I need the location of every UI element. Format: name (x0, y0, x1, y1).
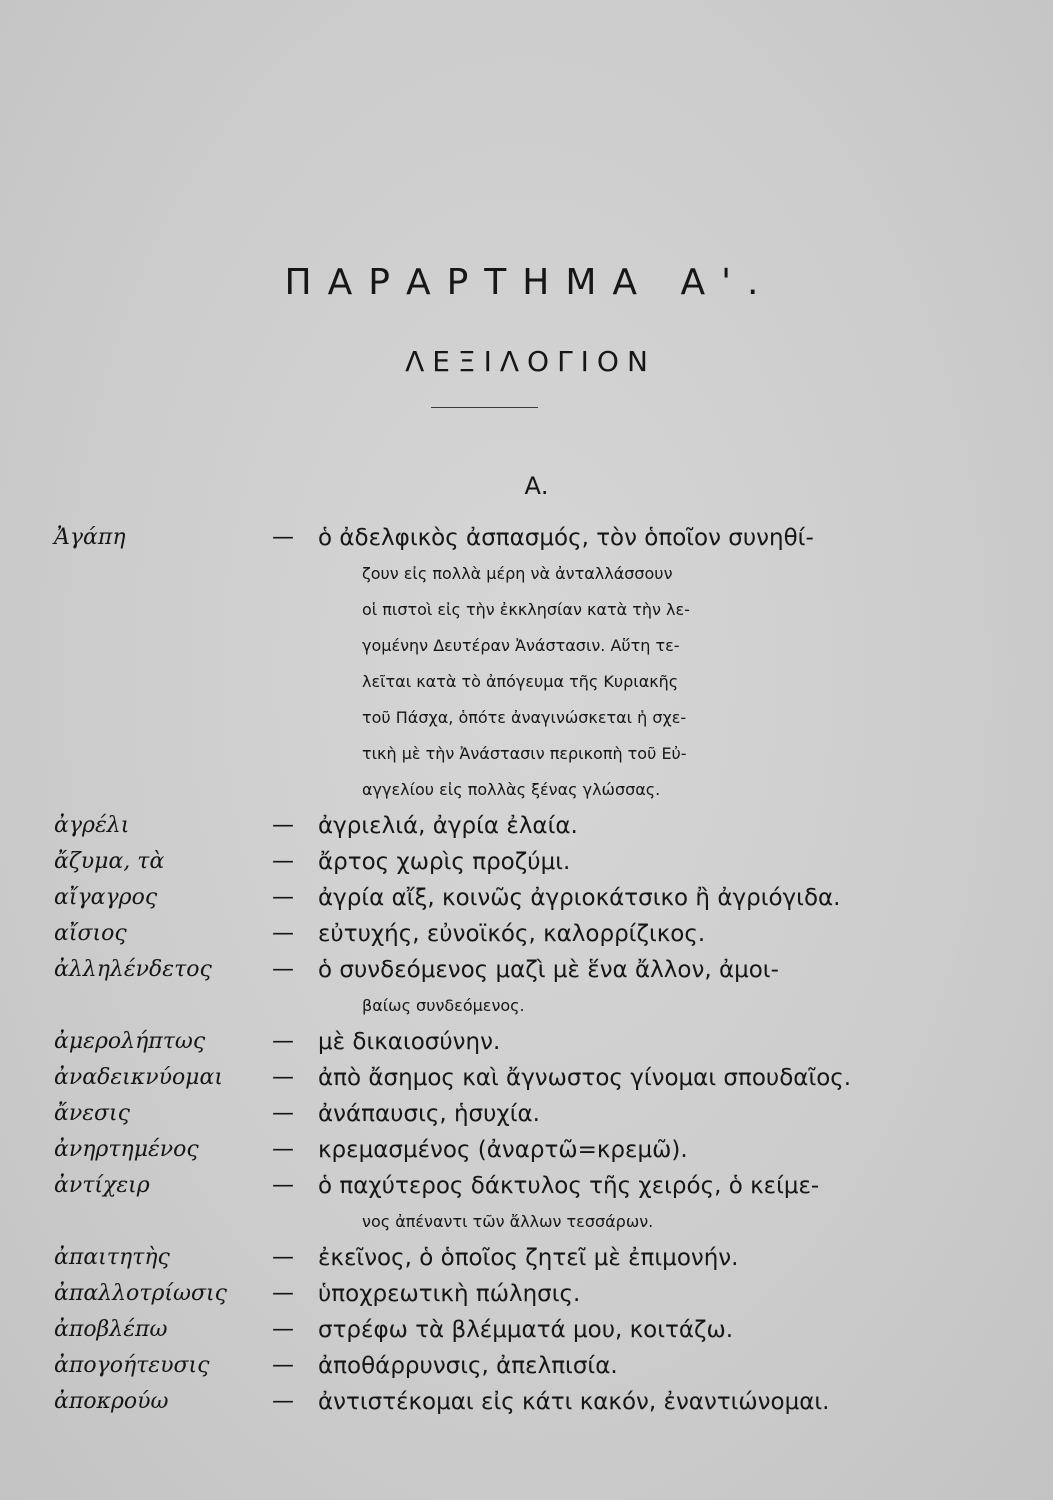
glossary-entry (0, 520, 1053, 808)
entry-definition (316, 916, 918, 952)
glossary-entry (0, 916, 1053, 952)
entry-term: ἀπογοήτευσις (54, 1353, 210, 1378)
definition-line: ὁ παχύτερος δάκτυλος τῆς χειρός, ὁ κείμε- (318, 1173, 820, 1199)
entry-term: ἀπαλλοτρίωσις (54, 1281, 227, 1306)
glossary-entry (0, 1096, 1053, 1132)
definition-line: στρέφω τὰ βλέμματά μου, κοιτάζω. (318, 1317, 734, 1343)
entry-definition (316, 520, 918, 808)
glossary-entry (0, 1060, 1053, 1096)
entry-dash: — (272, 1101, 294, 1126)
entry-term: ἀλληλένδετος (54, 957, 212, 982)
entry-dash: — (272, 1353, 294, 1378)
glossary-entry (0, 1312, 1053, 1348)
definition-line: τικὴ μὲ τὴν Ἀνάστασιν περικοπὴ τοῦ Εὐ- (362, 744, 687, 763)
entry-term: αἴσιος (54, 921, 127, 946)
entry-definition (316, 1132, 918, 1168)
entry-term: αἴγαγρος (54, 885, 158, 910)
definition-line: λεῖται κατὰ τὸ ἀπόγευμα τῆς Κυριακῆς (362, 672, 679, 691)
entry-term: ἀναδεικνύομαι (54, 1065, 223, 1090)
definition-line: αγγελίου εἰς πολλὰς ξένας γλώσσας. (362, 780, 661, 799)
entry-definition (316, 880, 918, 916)
entry-definition (316, 1384, 918, 1420)
definition-line: ἀγριελιά, ἀγρία ἐλαία. (318, 813, 578, 839)
definition-line: μὲ δικαιοσύνην. (318, 1029, 501, 1055)
glossary-entry (0, 1024, 1053, 1060)
entry-term: ἄζυμα, τὰ (54, 849, 165, 874)
entry-term: ἄνεσις (54, 1101, 131, 1126)
entry-term: ἀπαιτητὴς (54, 1245, 170, 1270)
glossary-entry (0, 1384, 1053, 1420)
definition-line: βαίως συνδεόμενος. (362, 996, 525, 1015)
definition-line: κρεμασμένος (ἀναρτῶ=κρεμῶ). (318, 1137, 688, 1163)
entry-dash: — (272, 957, 294, 982)
definition-line: ἀπὸ ἄσημος καὶ ἄγνωστος γίνομαι σπουδαῖος. (318, 1065, 852, 1091)
entry-definition (316, 1060, 918, 1096)
entry-dash: — (272, 1137, 294, 1162)
entry-definition (316, 1024, 918, 1060)
definition-line: νος ἀπέναντι τῶν ἄλλων τεσσάρων. (362, 1212, 654, 1231)
entry-definition (316, 952, 918, 1024)
definition-line: τοῦ Πάσχα, ὁπότε ἀναγινώσκεται ἡ σχε- (362, 708, 687, 727)
entry-dash: — (272, 849, 294, 874)
entry-dash: — (272, 813, 294, 838)
glossary-entry (0, 952, 1053, 1024)
glossary-entry (0, 1132, 1053, 1168)
definition-line: γομένην Δευτέραν Ἀνάστασιν. Αὕτη τε- (362, 636, 680, 655)
entry-definition (316, 844, 918, 880)
entry-term: ἀνηρτημένος (54, 1137, 199, 1162)
definition-line: ἀνάπαυσις, ἡσυχία. (318, 1101, 540, 1127)
entry-dash: — (272, 921, 294, 946)
entry-term: ἀγρέλι (54, 813, 130, 838)
definition-line: ζουν εἰς πολλὰ μέρη νὰ ἀνταλλάσσουν (362, 564, 673, 583)
definition-line: ἀντιστέκομαι εἰς κάτι κακόν, ἐναντιώνομαι. (318, 1389, 830, 1415)
entry-definition (316, 1312, 918, 1348)
section-heading: Α. (524, 472, 549, 500)
entry-term: ἀποκρούω (54, 1389, 169, 1414)
entry-definition (316, 1096, 918, 1132)
glossary-entry (0, 1168, 1053, 1240)
entry-term: Ἀγάπη (54, 525, 126, 550)
glossary-entry (0, 1348, 1053, 1384)
glossary-entry (0, 880, 1053, 916)
entry-dash: — (272, 1281, 294, 1306)
entry-dash: — (272, 525, 294, 550)
entry-dash: — (272, 885, 294, 910)
entry-term: ἀντίχειρ (54, 1173, 150, 1198)
entry-dash: — (272, 1173, 294, 1198)
glossary-entry (0, 844, 1053, 880)
definition-line: ἄρτος χωρὶς προζύμι. (318, 849, 571, 875)
definition-line: ὁ συνδεόμενος μαζὶ μὲ ἕνα ἄλλον, ἀμοι- (318, 957, 779, 983)
glossary-entry (0, 808, 1053, 844)
entry-term: ἀποβλέπω (54, 1317, 168, 1342)
page-subtitle: ΛΕΞΙΛΟΓΙΟΝ (405, 345, 656, 378)
entry-dash: — (272, 1065, 294, 1090)
entry-definition (316, 1348, 918, 1384)
entry-term: ἀμερολήπτως (54, 1029, 206, 1054)
glossary-entry (0, 1276, 1053, 1312)
definition-line: ἀποθάρρυνσις, ἀπελπισία. (318, 1353, 618, 1379)
entry-definition (316, 808, 918, 844)
definition-line: ἀγρία αἴξ, κοινῶς ἀγριοκάτσικο ἢ ἀγριόγιδα. (318, 885, 841, 911)
entry-dash: — (272, 1389, 294, 1414)
entry-dash: — (272, 1317, 294, 1342)
glossary-entry (0, 1240, 1053, 1276)
entry-definition (316, 1168, 918, 1240)
definition-line: ὁ ἀδελφικὸς ἀσπασμός, τὸν ὁποῖον συνηθί- (318, 525, 814, 551)
title-divider (431, 407, 538, 408)
entry-dash: — (272, 1245, 294, 1270)
definition-line: ἐκεῖνος, ὁ ὁποῖος ζητεῖ μὲ ἐπιμονήν. (318, 1245, 739, 1271)
entry-definition (316, 1240, 918, 1276)
glossary-entries (0, 520, 1053, 1420)
definition-line: εὐτυχής, εὐνοϊκός, καλορρίζικος. (318, 921, 706, 947)
page-title: ΠΑΡΑΡΤΗΜΑ Α'. (284, 262, 775, 303)
entry-definition (316, 1276, 918, 1312)
definition-line: οἱ πιστοὶ εἰς τὴν ἐκκλησίαν κατὰ τὴν λε- (362, 600, 690, 619)
definition-line: ὑποχρεωτικὴ πώλησις. (318, 1281, 581, 1307)
entry-dash: — (272, 1029, 294, 1054)
